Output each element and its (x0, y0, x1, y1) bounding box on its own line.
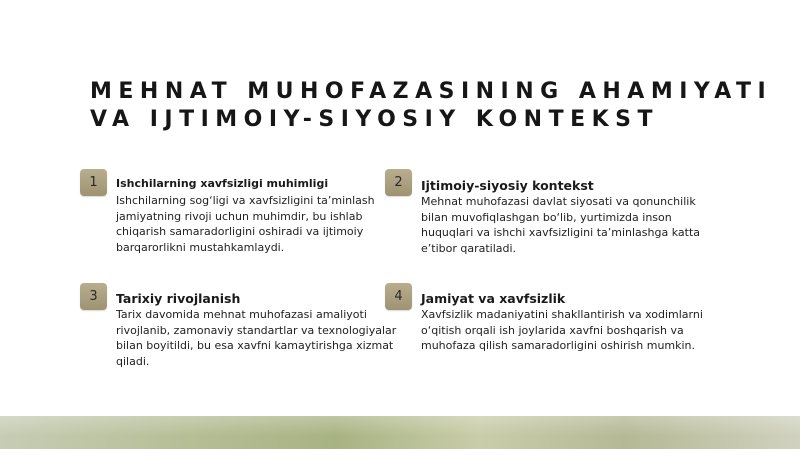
number-badge-1: 1 (80, 169, 107, 196)
point-body-2: Mehnat muhofazasi davlat siyosati va qonunchilik bilan muvofiqlashgan bo‘lib, yurtimizda inson huquqlari va ishchi xavfsizligini ta’minlashga katta e’tibor qaratiladi. (421, 195, 700, 255)
point-body-1: Ishchilarning sog‘ligi va xavfsizligini ta’minlash jamiyatning rivoji uchun muhimdir, bu ishlab chiqarish samaradorligini oshiradi va ijtimoiy barqarorlikni mustahkamlaydi. (116, 194, 375, 254)
slide-title (90, 78, 780, 134)
number-badge-4: 4 (385, 283, 412, 310)
point-heading-4: Jamiyat va xavfsizlik (421, 291, 566, 306)
number-badge-2: 2 (385, 169, 412, 196)
point-heading-1: Ishchilarning xavfsizligi muhimligi (116, 177, 329, 190)
point-heading-2: Ijtimoiy-siyosiy kontekst (421, 178, 594, 193)
point-heading-3: Tarixiy rivojlanish (116, 291, 241, 306)
point-body-3: Tarix davomida mehnat muhofazasi amaliyoti rivojlanib, zamonaviy standartlar va texnologiyalar bilan boyitildi, bu esa xavfni kamaytirishga xizmat qiladi. (116, 308, 397, 368)
number-badge-3: 3 (80, 283, 107, 310)
decorative-footer-band (0, 416, 800, 449)
point-body-4: Xavfsizlik madaniyatini shakllantirish va xodimlarni o‘qitish orqali ish joylarida xavfni boshqarish va muhofaza qilish samaradorligini oshirish mumkin. (421, 308, 703, 352)
slide-title-line-2: VA IJTIMOIY-SIYOSIY KONTEKST (90, 107, 659, 132)
slide-title-line-1: MEHNAT MUHOFAZASINING AHAMIYATI (90, 79, 773, 104)
